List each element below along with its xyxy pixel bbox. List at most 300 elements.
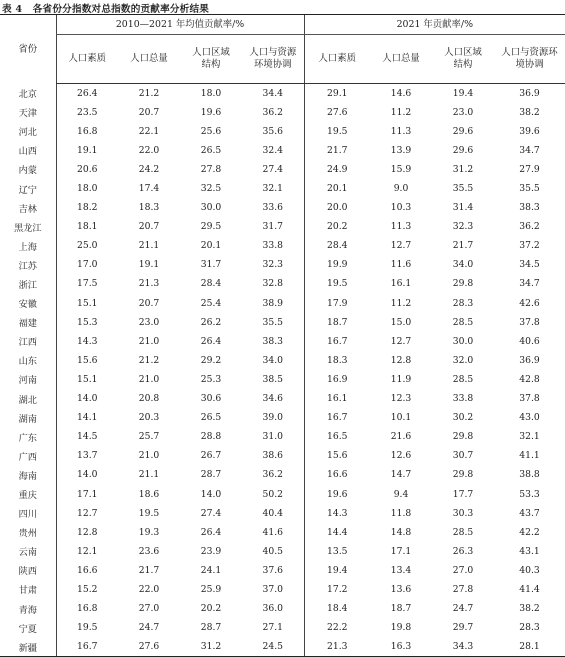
value-cell: 29.7 [452, 622, 474, 634]
table-row [0, 523, 565, 542]
table-body [0, 84, 565, 657]
value-cell: 22.0 [138, 583, 160, 595]
value-cell: 34.7 [519, 144, 540, 156]
province-cell: 四川 [18, 509, 37, 521]
value-cell: 40.4 [262, 507, 283, 519]
value-cell: 41.6 [262, 526, 283, 538]
value-cell: 27.0 [452, 564, 474, 576]
value-cell: 16.5 [304, 427, 370, 446]
value-cell: 17.1 [56, 484, 118, 503]
table-row [0, 179, 565, 198]
province-cell: 江苏 [18, 260, 37, 272]
value-cell: 43.7 [519, 507, 540, 519]
province-cell: 江西 [18, 337, 37, 349]
value-cell: 34.6 [262, 393, 283, 405]
value-cell: 43.0 [519, 412, 540, 424]
value-cell: 28.4 [304, 236, 370, 255]
value-cell: 25.0 [56, 236, 118, 255]
value-cell: 35.5 [452, 183, 474, 195]
table-row [0, 561, 565, 580]
table-row [0, 618, 565, 637]
value-cell: 32.4 [262, 144, 283, 156]
value-cell: 20.2 [200, 603, 222, 615]
value-cell: 24.7 [452, 603, 474, 615]
table-row [0, 122, 565, 141]
value-cell: 14.4 [304, 523, 370, 542]
value-cell: 28.7 [200, 622, 222, 634]
value-cell: 18.0 [200, 87, 222, 99]
value-cell: 12.6 [390, 450, 412, 462]
value-cell: 34.0 [452, 259, 474, 271]
province-header: 省份 [0, 15, 56, 84]
value-cell: 26.7 [200, 450, 222, 462]
table-row [0, 408, 565, 427]
province-cell: 广西 [18, 451, 37, 463]
value-cell: 39.6 [519, 125, 540, 137]
group-header-average: 2010—2021 年均值贡献率/% [56, 15, 304, 35]
table-number: 表 4 [2, 4, 23, 15]
table-row [0, 217, 565, 236]
value-cell: 19.3 [138, 526, 160, 538]
value-cell: 37.8 [519, 316, 540, 328]
value-cell: 15.1 [56, 370, 118, 389]
value-cell: 24.7 [138, 622, 160, 634]
value-cell: 53.3 [519, 488, 540, 500]
value-cell: 22.1 [138, 125, 160, 137]
value-cell: 19.6 [200, 106, 222, 118]
value-cell: 19.8 [390, 622, 412, 634]
value-cell: 40.6 [519, 335, 540, 347]
value-cell: 36.9 [519, 87, 540, 99]
value-cell: 15.6 [304, 446, 370, 465]
value-cell: 27.6 [304, 103, 370, 122]
province-cell: 宁夏 [18, 623, 37, 635]
value-cell: 11.9 [390, 373, 412, 385]
col-header-total: 人口总量 [118, 35, 180, 84]
value-cell: 23.6 [138, 545, 160, 557]
value-cell: 23.0 [452, 106, 474, 118]
value-cell: 9.0 [393, 183, 409, 195]
value-cell: 19.6 [304, 484, 370, 503]
value-cell: 29.8 [452, 278, 474, 290]
province-cell: 青海 [18, 604, 37, 616]
value-cell: 19.5 [138, 507, 160, 519]
value-cell: 15.0 [390, 316, 412, 328]
table-row [0, 294, 565, 313]
value-cell: 28.5 [452, 373, 474, 385]
value-cell: 27.0 [138, 603, 160, 615]
value-cell: 22.2 [304, 618, 370, 637]
value-cell: 14.0 [200, 488, 222, 500]
value-cell: 29.6 [452, 144, 474, 156]
value-cell: 21.0 [138, 335, 160, 347]
table-row [0, 274, 565, 293]
value-cell: 38.9 [262, 297, 283, 309]
value-cell: 17.7 [452, 488, 474, 500]
value-cell: 21.0 [138, 373, 160, 385]
value-cell: 21.3 [304, 637, 370, 656]
value-cell: 21.0 [138, 450, 160, 462]
province-cell: 贵州 [18, 528, 37, 540]
value-cell: 19.5 [304, 274, 370, 293]
value-cell: 20.7 [138, 297, 160, 309]
value-cell: 25.6 [200, 125, 222, 137]
value-cell: 29.1 [304, 84, 370, 103]
value-cell: 18.1 [56, 217, 118, 236]
value-cell: 20.6 [56, 160, 118, 179]
value-cell: 34.7 [519, 278, 540, 290]
table-row [0, 198, 565, 217]
value-cell: 30.0 [200, 202, 222, 214]
value-cell: 20.1 [304, 179, 370, 198]
value-cell: 32.1 [519, 431, 540, 443]
value-cell: 16.7 [304, 332, 370, 351]
value-cell: 28.1 [494, 637, 565, 656]
table-row [0, 141, 565, 160]
table-row [0, 580, 565, 599]
province-cell: 山东 [18, 356, 37, 368]
table-row [0, 236, 565, 255]
value-cell: 26.2 [200, 316, 222, 328]
value-cell: 15.2 [56, 580, 118, 599]
value-cell: 16.1 [390, 278, 412, 290]
value-cell: 23.9 [200, 545, 222, 557]
value-cell: 21.2 [138, 354, 160, 366]
value-cell: 27.9 [519, 163, 540, 175]
value-cell: 32.1 [262, 183, 283, 195]
province-cell: 海南 [18, 470, 37, 482]
value-cell: 25.4 [200, 297, 222, 309]
value-cell: 12.8 [390, 354, 412, 366]
value-cell: 29.8 [452, 469, 474, 481]
value-cell: 21.2 [138, 87, 160, 99]
value-cell: 27.4 [262, 163, 283, 175]
province-cell: 河南 [18, 375, 37, 387]
value-cell: 20.8 [138, 393, 160, 405]
value-cell: 17.2 [304, 580, 370, 599]
value-cell: 14.1 [56, 408, 118, 427]
value-cell: 32.3 [452, 221, 474, 233]
value-cell: 34.3 [432, 637, 494, 656]
value-cell: 20.0 [304, 198, 370, 217]
value-cell: 38.3 [262, 335, 283, 347]
value-cell: 35.5 [519, 183, 540, 195]
value-cell: 11.8 [390, 507, 412, 519]
value-cell: 14.0 [56, 465, 118, 484]
value-cell: 24.5 [242, 637, 304, 656]
province-cell: 山西 [18, 146, 37, 158]
value-cell: 32.5 [200, 183, 222, 195]
value-cell: 13.6 [390, 583, 412, 595]
value-cell: 36.2 [262, 469, 283, 481]
value-cell: 15.1 [56, 294, 118, 313]
value-cell: 30.7 [452, 450, 474, 462]
value-cell: 28.7 [200, 469, 222, 481]
table-row [0, 160, 565, 179]
value-cell: 20.7 [138, 221, 160, 233]
value-cell: 15.6 [56, 351, 118, 370]
col-header-quality-2021: 人口素质 [304, 35, 370, 84]
value-cell: 27.8 [200, 163, 222, 175]
value-cell: 20.7 [138, 106, 160, 118]
value-cell: 38.2 [519, 106, 540, 118]
value-cell: 26.4 [56, 84, 118, 103]
value-cell: 24.1 [200, 564, 222, 576]
value-cell: 16.8 [56, 599, 118, 618]
value-cell: 19.5 [56, 618, 118, 637]
value-cell: 20.1 [200, 240, 222, 252]
value-cell: 30.3 [452, 507, 474, 519]
value-cell: 17.9 [304, 294, 370, 313]
value-cell: 36.9 [519, 354, 540, 366]
province-cell: 浙江 [18, 279, 37, 291]
value-cell: 18.7 [390, 603, 412, 615]
province-cell: 黑龙江 [13, 222, 42, 234]
value-cell: 29.2 [200, 354, 222, 366]
value-cell: 22.0 [138, 144, 160, 156]
value-cell: 28.5 [452, 526, 474, 538]
value-cell: 38.8 [519, 469, 540, 481]
value-cell: 37.0 [262, 583, 283, 595]
table-row [0, 465, 565, 484]
value-cell: 18.2 [56, 198, 118, 217]
value-cell: 37.6 [262, 564, 283, 576]
province-cell: 安徽 [18, 299, 37, 311]
value-cell: 12.3 [390, 393, 412, 405]
value-cell: 34.0 [262, 354, 283, 366]
value-cell: 19.5 [304, 122, 370, 141]
value-cell: 21.7 [452, 240, 474, 252]
value-cell: 27.8 [452, 583, 474, 595]
province-cell: 湖南 [18, 413, 37, 425]
value-cell: 14.6 [390, 87, 412, 99]
value-cell: 31.4 [452, 202, 474, 214]
value-cell: 31.7 [200, 259, 222, 271]
value-cell: 37.8 [519, 393, 540, 405]
value-cell: 25.3 [200, 373, 222, 385]
value-cell: 38.2 [519, 603, 540, 615]
value-cell: 19.4 [304, 561, 370, 580]
province-cell: 北京 [18, 89, 37, 101]
value-cell: 17.4 [138, 183, 160, 195]
value-cell: 10.3 [390, 202, 412, 214]
value-cell: 34.4 [262, 87, 283, 99]
value-cell: 18.7 [304, 313, 370, 332]
value-cell: 27.1 [262, 622, 283, 634]
value-cell: 40.5 [262, 545, 283, 557]
value-cell: 50.2 [262, 488, 283, 500]
value-cell: 17.5 [56, 274, 118, 293]
col-header-coordination-2021: 人口与资源环境协调 [494, 35, 565, 84]
province-cell: 新疆 [0, 637, 56, 656]
table-title: 各省份分指数对总指数的贡献率分析结果 [32, 4, 210, 15]
value-cell: 29.5 [200, 221, 222, 233]
table-row [0, 389, 565, 408]
value-cell: 11.3 [390, 125, 412, 137]
value-cell: 23.5 [56, 103, 118, 122]
value-cell: 38.5 [262, 373, 283, 385]
value-cell: 28.8 [200, 431, 222, 443]
province-cell: 吉林 [18, 203, 37, 215]
value-cell: 15.3 [56, 313, 118, 332]
value-cell: 28.3 [519, 622, 540, 634]
table-row [0, 542, 565, 561]
value-cell: 16.7 [304, 408, 370, 427]
value-cell: 18.6 [138, 488, 160, 500]
value-cell: 41.1 [519, 450, 540, 462]
value-cell: 16.1 [304, 389, 370, 408]
province-cell: 福建 [18, 318, 37, 330]
value-cell: 21.7 [138, 564, 160, 576]
value-cell: 19.1 [56, 141, 118, 160]
value-cell: 16.9 [304, 370, 370, 389]
province-cell: 辽宁 [18, 184, 37, 196]
value-cell: 10.1 [390, 412, 412, 424]
value-cell: 23.0 [138, 316, 160, 328]
province-cell: 重庆 [18, 490, 37, 502]
value-cell: 21.7 [304, 141, 370, 160]
value-cell: 19.9 [304, 255, 370, 274]
value-cell: 14.5 [56, 427, 118, 446]
col-header-coordination: 人口与资源环境协调 [242, 35, 304, 84]
value-cell: 29.6 [452, 125, 474, 137]
table-row [0, 370, 565, 389]
value-cell: 25.9 [200, 583, 222, 595]
value-cell: 31.2 [452, 163, 474, 175]
value-cell: 19.1 [138, 259, 160, 271]
table-caption [2, 1, 209, 13]
value-cell: 11.6 [390, 259, 412, 271]
value-cell: 27.6 [118, 637, 180, 656]
value-cell: 18.3 [304, 351, 370, 370]
col-header-total-2021: 人口总量 [370, 35, 432, 84]
province-cell: 天津 [18, 108, 37, 120]
value-cell: 9.4 [393, 488, 409, 500]
value-cell: 18.4 [304, 599, 370, 618]
value-cell: 38.3 [519, 202, 540, 214]
value-cell: 16.6 [56, 561, 118, 580]
value-cell: 31.7 [262, 221, 283, 233]
value-cell: 34.5 [519, 259, 540, 271]
value-cell: 13.7 [56, 446, 118, 465]
value-cell: 36.2 [519, 221, 540, 233]
value-cell: 11.2 [390, 297, 412, 309]
value-cell: 42.6 [519, 297, 540, 309]
value-cell: 40.3 [519, 564, 540, 576]
value-cell: 13.5 [304, 542, 370, 561]
table-row [0, 255, 565, 274]
province-cell: 内蒙 [18, 165, 37, 177]
value-cell: 14.3 [56, 332, 118, 351]
value-cell: 16.8 [56, 122, 118, 141]
value-cell: 32.8 [262, 278, 283, 290]
value-cell: 25.7 [138, 431, 160, 443]
value-cell: 31.2 [180, 637, 242, 656]
table-row [0, 332, 565, 351]
value-cell: 12.7 [56, 504, 118, 523]
value-cell: 30.2 [452, 412, 474, 424]
value-cell: 17.0 [56, 255, 118, 274]
value-cell: 24.9 [304, 160, 370, 179]
value-cell: 41.4 [519, 583, 540, 595]
value-cell: 14.7 [390, 469, 412, 481]
province-cell: 甘肃 [18, 585, 37, 597]
value-cell: 17.1 [390, 545, 412, 557]
value-cell: 30.6 [200, 393, 222, 405]
group-header-2021: 2021 年贡献率/% [304, 15, 565, 35]
province-cell: 广东 [18, 432, 37, 444]
value-cell: 28.4 [200, 278, 222, 290]
value-cell: 16.6 [304, 465, 370, 484]
value-cell: 33.6 [262, 202, 283, 214]
value-cell: 28.3 [452, 297, 474, 309]
value-cell: 32.0 [452, 354, 474, 366]
header-sub-row [0, 35, 565, 84]
value-cell: 16.7 [56, 637, 118, 656]
header-group-row [0, 15, 565, 35]
table-row [0, 84, 565, 103]
value-cell: 14.0 [56, 389, 118, 408]
table-row [0, 351, 565, 370]
value-cell: 18.3 [138, 202, 160, 214]
province-cell: 湖北 [18, 394, 37, 406]
value-cell: 26.4 [200, 335, 222, 347]
value-cell: 21.3 [138, 278, 160, 290]
value-cell: 12.7 [390, 335, 412, 347]
value-cell: 30.0 [452, 335, 474, 347]
value-cell: 14.3 [304, 504, 370, 523]
table-row [0, 313, 565, 332]
value-cell: 13.9 [390, 144, 412, 156]
value-cell: 20.2 [304, 217, 370, 236]
value-cell: 26.5 [200, 412, 222, 424]
value-cell: 42.2 [519, 526, 540, 538]
value-cell: 12.8 [56, 523, 118, 542]
value-cell: 11.3 [390, 221, 412, 233]
value-cell: 33.8 [262, 240, 283, 252]
value-cell: 21.1 [138, 240, 160, 252]
value-cell: 35.6 [262, 125, 283, 137]
contribution-table [0, 14, 565, 657]
value-cell: 11.2 [390, 106, 412, 118]
value-cell: 21.6 [390, 431, 412, 443]
province-cell: 云南 [18, 547, 37, 559]
value-cell: 42.8 [519, 373, 540, 385]
table-row [0, 103, 565, 122]
value-cell: 20.3 [138, 412, 160, 424]
province-cell: 陕西 [18, 566, 37, 578]
value-cell: 19.4 [452, 87, 474, 99]
value-cell: 38.6 [262, 450, 283, 462]
province-cell: 河北 [18, 127, 37, 139]
table-row [0, 504, 565, 523]
value-cell: 15.9 [390, 163, 412, 175]
value-cell: 13.4 [390, 564, 412, 576]
table-row [0, 446, 565, 465]
col-header-regional: 人口区域结构 [180, 35, 242, 84]
value-cell: 16.3 [370, 637, 432, 656]
col-header-quality: 人口素质 [56, 35, 118, 84]
value-cell: 39.0 [262, 412, 283, 424]
value-cell: 26.3 [452, 545, 474, 557]
value-cell: 33.8 [452, 393, 474, 405]
table-row [0, 599, 565, 618]
province-cell: 上海 [18, 241, 37, 253]
value-cell: 36.2 [262, 106, 283, 118]
table-row [0, 427, 565, 446]
value-cell: 27.4 [200, 507, 222, 519]
value-cell: 28.5 [452, 316, 474, 328]
